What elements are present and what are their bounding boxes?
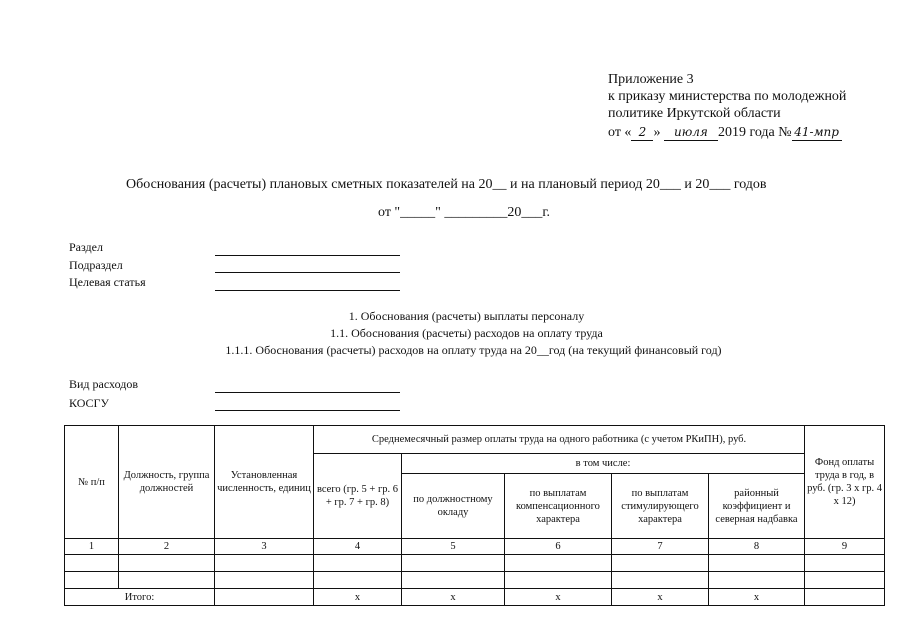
col-number: 3 xyxy=(215,539,314,555)
total-label: Итого: xyxy=(65,589,215,606)
table-cell[interactable] xyxy=(805,572,885,589)
table-cell[interactable] xyxy=(215,555,314,572)
document-date: от "_____" _________20___г. xyxy=(378,205,551,220)
table-row xyxy=(65,572,885,589)
header-salary: по должностному окладу xyxy=(402,474,505,539)
appendix-title: Приложение 3 xyxy=(608,72,694,87)
table-cell[interactable] xyxy=(805,555,885,572)
handwritten-order-number: 41-мпр xyxy=(792,124,842,141)
header-avg-salary: Среднемесячный размер оплаты труда на одного работника (с учетом РКиПН), руб. xyxy=(314,426,805,454)
table-cell[interactable] xyxy=(402,555,505,572)
col-number: 9 xyxy=(805,539,885,555)
table-cell[interactable] xyxy=(215,572,314,589)
col-number: 5 xyxy=(402,539,505,555)
header-compensation: по выплатам компенсационного характера xyxy=(505,474,612,539)
field-line-expense-type[interactable] xyxy=(215,392,400,393)
section-heading-1-1: 1.1. Обоснования (расчеты) расходов на оплату труда xyxy=(330,326,603,340)
field-line-kosgu[interactable] xyxy=(215,410,400,411)
field-label-expense-type: Вид расходов xyxy=(69,377,138,391)
col-number: 7 xyxy=(612,539,709,555)
col-number: 1 xyxy=(65,539,119,555)
payroll-table xyxy=(64,425,885,606)
table-cell[interactable] xyxy=(65,555,119,572)
table-cell[interactable] xyxy=(65,572,119,589)
appendix-ministry-line: политике Иркутской области xyxy=(608,106,781,121)
header-staff-count: Установленная численность, единиц xyxy=(215,426,314,539)
table-cell[interactable] xyxy=(612,572,709,589)
table-cell[interactable] xyxy=(612,555,709,572)
table-cell[interactable] xyxy=(119,555,215,572)
total-mark: х xyxy=(709,589,805,606)
document-title: Обоснования (расчеты) плановых сметных показателей на 20__ и на плановый период 20___ и 20___ годов xyxy=(126,177,767,192)
col-number: 4 xyxy=(314,539,402,555)
date-year: 2019 года № xyxy=(717,125,792,140)
table-cell[interactable] xyxy=(709,555,805,572)
table-cell[interactable] xyxy=(709,572,805,589)
col-number: 6 xyxy=(505,539,612,555)
header-regional-coef: районный коэффициент и северная надбавка xyxy=(709,474,805,539)
handwritten-month: июля xyxy=(664,124,718,141)
header-stimulating: по выплатам стимулирующего характера xyxy=(612,474,709,539)
field-line-subsection[interactable] xyxy=(215,272,400,273)
table-cell[interactable] xyxy=(314,572,402,589)
section-heading-1: 1. Обоснования (расчеты) выплаты персоналу xyxy=(348,309,585,323)
field-label-target-article: Целевая статья xyxy=(69,275,146,289)
date-quote: » xyxy=(653,125,661,140)
total-staff-cell[interactable] xyxy=(215,589,314,606)
section-heading-1-1-1: 1.1.1. Обоснования (расчеты) расходов на оплату труда на 20__год (на текущий финансовый год) xyxy=(225,343,722,357)
total-mark: х xyxy=(402,589,505,606)
table-cell[interactable] xyxy=(402,572,505,589)
total-mark: х xyxy=(314,589,402,606)
total-mark: х xyxy=(612,589,709,606)
col-number: 8 xyxy=(709,539,805,555)
field-line-section[interactable] xyxy=(215,255,400,256)
table-row xyxy=(65,555,885,572)
appendix-date-line xyxy=(608,124,842,141)
table-cell[interactable] xyxy=(314,555,402,572)
table-cell[interactable] xyxy=(505,555,612,572)
total-fund-cell[interactable] xyxy=(805,589,885,606)
total-row xyxy=(65,589,885,606)
appendix-order-line: к приказу министерства по молодежной xyxy=(608,89,847,104)
field-line-target-article[interactable] xyxy=(215,290,400,291)
table-cell[interactable] xyxy=(119,572,215,589)
header-total: всего (гр. 5 + гр. 6 + гр. 7 + гр. 8) xyxy=(314,454,402,539)
total-mark: х xyxy=(505,589,612,606)
handwritten-day: 2 xyxy=(631,124,653,141)
header-position: Должность, группа должностей xyxy=(119,426,215,539)
header-payroll-fund: Фонд оплаты труда в год, в руб. (гр. 3 х гр. 4 х 12) xyxy=(805,426,885,539)
table-cell[interactable] xyxy=(505,572,612,589)
header-including: в том числе: xyxy=(402,454,805,474)
col-number: 2 xyxy=(119,539,215,555)
field-label-subsection: Подраздел xyxy=(69,258,123,272)
field-label-kosgu: КОСГУ xyxy=(69,396,109,410)
header-num: № п/п xyxy=(65,426,119,539)
field-label-section: Раздел xyxy=(69,240,103,254)
date-prefix: от « xyxy=(608,125,632,140)
